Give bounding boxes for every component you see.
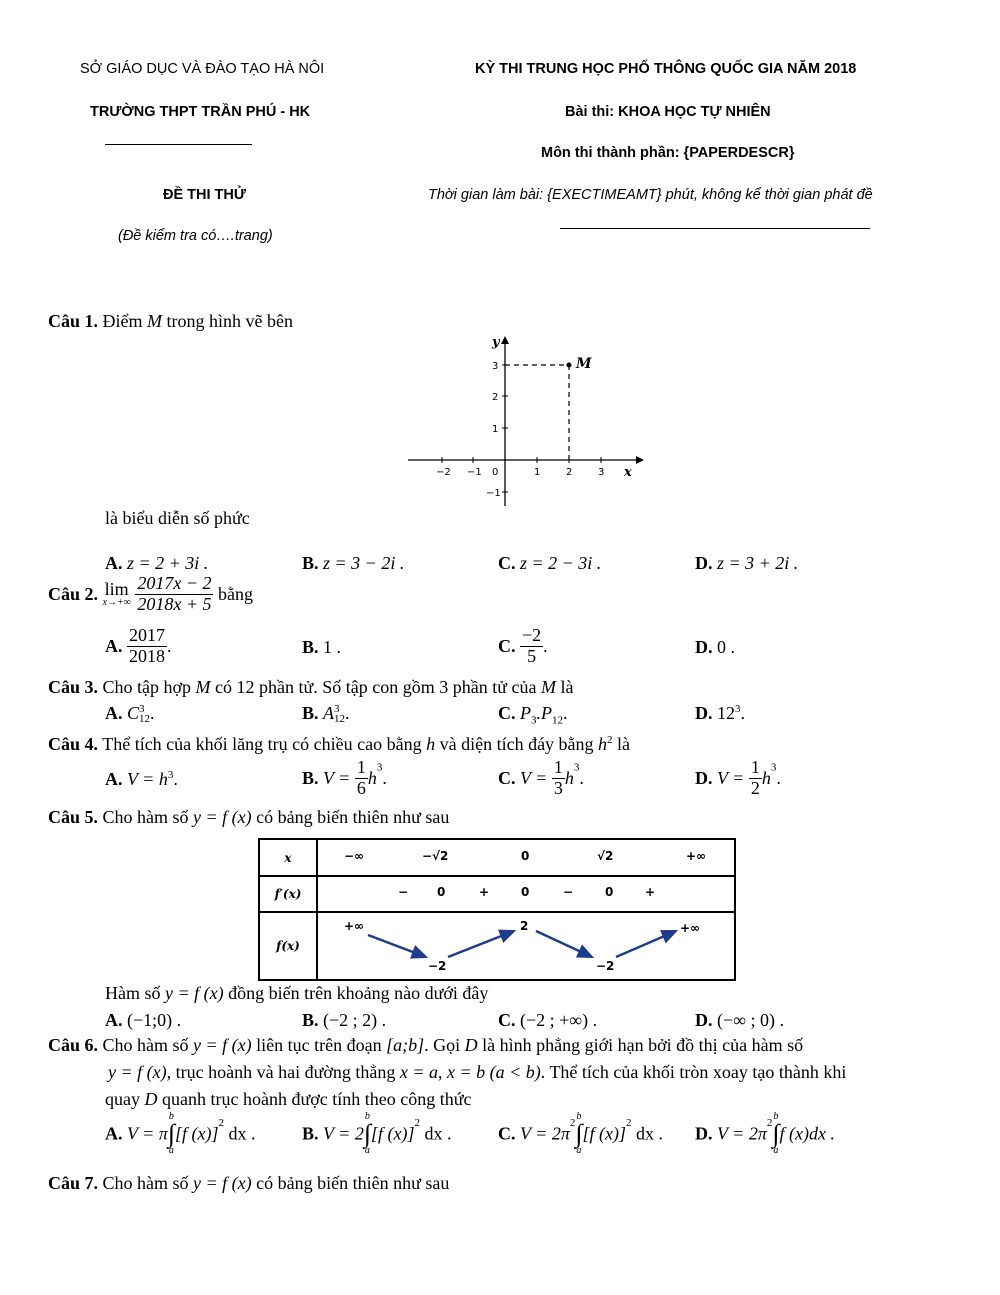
option-math: P — [520, 703, 531, 723]
q1-option-b[interactable] — [302, 553, 404, 574]
option-letter: B. — [302, 1010, 319, 1030]
q3-option-c[interactable] — [498, 703, 568, 727]
option-letter: D. — [695, 1123, 713, 1144]
option-letter: C. — [498, 1010, 516, 1030]
x-value: √2 — [597, 849, 614, 863]
sup: 3 — [770, 761, 777, 774]
question-6-line2 — [108, 1062, 846, 1083]
tick-label-x: 3 — [598, 467, 605, 478]
question-text: Cho tập hợp — [102, 677, 192, 697]
q6-option-b[interactable] — [302, 1112, 451, 1156]
option-letter: D. — [695, 637, 713, 657]
question-text: liên tục trên đoạn — [256, 1035, 382, 1055]
option-fraction — [552, 758, 565, 799]
option-letter: B. — [302, 1123, 319, 1144]
y-axis-label: y — [492, 335, 500, 350]
sup: 3 — [573, 761, 580, 774]
question-text: Cho hàm số — [102, 807, 189, 827]
sup: 2 — [766, 1117, 773, 1130]
question-label: Câu 1. — [48, 311, 99, 331]
question-text: bằng — [217, 583, 253, 604]
sup: 3 — [735, 703, 741, 715]
option-letter: B. — [302, 637, 319, 657]
option-math: V = h — [127, 769, 168, 789]
question-text: Cho hàm số — [102, 1173, 189, 1193]
numerator: 1 — [750, 757, 760, 777]
q6-option-a[interactable] — [105, 1112, 255, 1156]
math-func: y = f (x) — [193, 1035, 252, 1055]
question-text: Hàm số — [105, 983, 161, 1003]
option-math: V = — [717, 767, 745, 788]
math-var: M — [147, 311, 163, 331]
question-1-stem — [48, 311, 293, 332]
option-math: C — [127, 703, 140, 723]
option-letter: A. — [105, 635, 123, 656]
option-letter: A. — [105, 769, 123, 789]
option-math: V = 2π — [520, 1123, 570, 1144]
tick-label-y: 2 — [492, 392, 499, 403]
integral-lower: a — [773, 1145, 779, 1156]
option-letter: C. — [498, 1123, 516, 1144]
question-text: Điểm — [102, 311, 143, 331]
arrow-up — [616, 931, 676, 957]
fp-sign: + — [645, 885, 656, 899]
option-math: 1 . — [323, 637, 342, 657]
question-text: có bảng biến thiên như sau — [256, 1173, 450, 1193]
row-fp-text: f′(x) — [274, 887, 302, 901]
option-math: V = 2π — [717, 1123, 767, 1144]
option-tail: . — [173, 769, 178, 789]
integral-lower: a — [364, 1145, 370, 1156]
question-6-stem — [48, 1035, 803, 1056]
q1-option-a[interactable] — [105, 553, 208, 574]
q2-option-d[interactable] — [695, 637, 735, 658]
denominator: 2018 — [129, 645, 165, 666]
x-axis-label: x — [624, 465, 632, 480]
math-func: y = f (x) — [193, 1173, 252, 1193]
math-eq: x = a — [399, 1062, 438, 1082]
school-name: TRƯỜNG THPT TRẦN PHÚ - HK — [90, 104, 311, 120]
page-count-note: (Đề kiểm tra có….trang) — [118, 228, 273, 244]
question-label: Câu 5. — [48, 807, 99, 827]
option-letter: D. — [695, 767, 713, 788]
option-math: [f (x)] — [582, 1123, 626, 1144]
sup: 2 — [414, 1117, 420, 1130]
question-label: Câu 2. — [48, 583, 99, 604]
coordinate-graph — [400, 330, 645, 510]
numerator: 2017 — [129, 625, 165, 645]
math-var: D — [144, 1089, 158, 1109]
f-value: +∞ — [344, 919, 365, 933]
q1-option-c[interactable] — [498, 553, 601, 574]
option-math: z = 3 + 2i . — [717, 553, 799, 573]
integral-sign: b ∫ a — [363, 1111, 371, 1156]
option-math: V = 2 — [323, 1123, 364, 1144]
option-letter: A. — [105, 553, 123, 573]
denominator: 5 — [527, 645, 537, 666]
math-var: D — [464, 1035, 478, 1055]
option-tail: . — [563, 703, 568, 723]
x-value: −∞ — [344, 849, 365, 863]
option-math: h — [367, 767, 377, 788]
row-label-x — [259, 839, 317, 876]
option-math: .P — [536, 703, 552, 723]
tick-label-y: 3 — [492, 361, 499, 372]
option-math: (−∞ ; 0) . — [717, 1010, 784, 1030]
integral-upper: b — [576, 1111, 582, 1122]
fp-zero: 0 — [437, 885, 446, 899]
option-dx: dx . — [635, 1123, 663, 1144]
f-value: +∞ — [680, 921, 701, 935]
x-axis-arrow — [636, 456, 644, 464]
row-x-text: x — [284, 850, 292, 865]
sup: 3 — [376, 761, 383, 774]
option-letter: B. — [302, 703, 319, 723]
q6-option-d[interactable] — [695, 1112, 835, 1156]
question-3-stem — [48, 677, 573, 698]
sup: 2 — [607, 734, 613, 746]
option-math: h — [564, 767, 574, 788]
exam-type: ĐỀ THI THỬ — [163, 187, 246, 203]
lim-text: lim — [104, 579, 129, 600]
option-fraction — [355, 758, 368, 799]
math-eq: x = b — [446, 1062, 486, 1082]
q5-option-b[interactable] — [302, 1010, 386, 1031]
option-tail: . — [167, 635, 172, 656]
question-text: trong hình vẽ bên — [166, 311, 293, 331]
lim-sub: x→+∞ — [102, 597, 131, 609]
option-math: (−2 ; +∞) . — [520, 1010, 598, 1030]
tick-label-y: 1 — [492, 424, 499, 435]
q2-option-c[interactable] — [498, 626, 548, 667]
question-text: . Thể tích của khối tròn xoay tạo thành khi — [540, 1062, 847, 1082]
option-dx: dx . — [228, 1123, 256, 1144]
option-math: A — [323, 703, 335, 723]
exam-subject: Bài thi: KHOA HỌC TỰ NHIÊN — [565, 104, 771, 120]
arrow-up — [448, 931, 514, 957]
option-letter: A. — [105, 703, 123, 723]
q4-option-b[interactable] — [302, 758, 387, 799]
fprime-values-cell — [317, 876, 735, 912]
option-letter: A. — [105, 1123, 123, 1144]
integral-upper: b — [773, 1111, 779, 1122]
q4-option-a[interactable] — [105, 769, 178, 790]
q3-option-b[interactable] — [302, 703, 350, 725]
option-tail: . — [543, 635, 548, 656]
header-left-divider — [105, 144, 252, 145]
department-name: SỞ GIÁO DỤC VÀ ĐÀO TẠO HÀ NÔI — [80, 61, 325, 77]
option-math: z = 2 − 3i . — [520, 553, 602, 573]
question-text: Thể tích của khối lăng trụ có chiều cao bằng — [102, 734, 422, 754]
f-value: −2 — [428, 959, 447, 973]
math-func: y = f (x) — [108, 1062, 167, 1082]
integral-upper: b — [168, 1111, 174, 1122]
denominator: 2 — [750, 777, 760, 798]
sup: 2 — [625, 1117, 632, 1130]
question-7-stem — [48, 1173, 449, 1194]
option-math: z = 2 + 3i . — [127, 553, 209, 573]
question-text: . Gọi — [424, 1035, 461, 1055]
sup: 2 — [569, 1117, 576, 1130]
question-label: Câu 3. — [48, 677, 99, 697]
q6-option-c[interactable] — [498, 1112, 663, 1156]
option-math: V = π — [127, 1123, 168, 1144]
question-text: đồng biến trên khoảng nào dưới đây — [228, 983, 489, 1003]
point-m — [567, 363, 572, 368]
separator: , — [437, 1062, 443, 1082]
x-value: 0 — [521, 849, 530, 863]
question-2-stem — [48, 574, 253, 615]
sub: 12 — [139, 712, 151, 725]
y-axis-arrow — [501, 336, 509, 344]
q2-option-a[interactable] — [105, 626, 172, 667]
option-math: V = — [520, 767, 548, 788]
fp-sign: − — [563, 885, 574, 899]
option-math: (−1;0) . — [127, 1010, 182, 1030]
option-math: [f (x)] — [174, 1123, 219, 1144]
tick-label-x: 1 — [534, 467, 541, 478]
point-m-label: M — [576, 356, 592, 372]
header-right-divider — [560, 228, 870, 229]
fp-zero: 0 — [521, 885, 530, 899]
limit-fraction — [135, 574, 213, 615]
q5-option-c[interactable] — [498, 1010, 597, 1031]
option-tail: . — [776, 767, 781, 788]
q4-option-d[interactable] — [695, 758, 781, 799]
option-math: V = — [323, 767, 351, 788]
option-tail: . — [150, 703, 155, 723]
exam-duration: Thời gian làm bài: {EXECTIMEAMT} phút, không kể thời gian phát đề — [428, 187, 873, 203]
question-text: có bảng biến thiên như sau — [256, 807, 450, 827]
question-label: Câu 4. — [48, 734, 99, 754]
variation-table — [258, 838, 736, 981]
denominator: 6 — [356, 777, 366, 798]
math-cond: (a < b) — [489, 1062, 541, 1082]
question-label: Câu 7. — [48, 1173, 99, 1193]
option-math: [f (x)] — [370, 1123, 415, 1144]
x-values-cell — [317, 839, 735, 876]
sup: 3 — [139, 702, 145, 715]
question-text: quay — [105, 1089, 140, 1109]
option-tail: . — [345, 703, 350, 723]
math-var: M — [195, 677, 211, 697]
row-label-fprime — [259, 876, 317, 912]
q4-option-c[interactable] — [498, 758, 584, 799]
math-func: y = f (x) — [193, 807, 252, 827]
integral-lower: a — [168, 1145, 174, 1156]
limit-operator — [103, 580, 131, 608]
option-fraction — [749, 758, 762, 799]
q5-option-d[interactable] — [695, 1010, 784, 1031]
integral-lower: a — [576, 1145, 582, 1156]
q2-option-b[interactable] — [302, 637, 341, 658]
question-text: và diện tích đáy bằng — [439, 734, 594, 754]
sup: 3 — [167, 769, 174, 781]
option-tail: . — [740, 703, 745, 723]
fp-sign: + — [479, 885, 490, 899]
tick-label-x: 2 — [566, 467, 573, 478]
denominator: 2018x + 5 — [137, 593, 212, 614]
option-letter: C. — [498, 703, 516, 723]
arrow-down — [536, 931, 592, 957]
row-f-text: f(x) — [276, 939, 300, 953]
numerator: 1 — [356, 757, 366, 777]
integral-sign: b ∫ a — [772, 1111, 780, 1156]
sup: 2 — [218, 1117, 224, 1130]
question-5-stem — [48, 807, 449, 828]
option-math: 0 . — [717, 637, 735, 657]
exam-title: KỲ THI TRUNG HỌC PHỔ THÔNG QUỐC GIA NĂM 2018 — [475, 61, 857, 77]
numerator: 2017x − 2 — [137, 573, 212, 593]
option-dx: dx . — [424, 1123, 452, 1144]
option-letter: B. — [302, 553, 319, 573]
integral-sign: b ∫ a — [167, 1111, 175, 1156]
question-6-line3 — [105, 1089, 471, 1110]
question-text: Cho hàm số — [102, 1035, 189, 1055]
math-interval: [a;b] — [386, 1035, 425, 1055]
variation-arrows — [318, 913, 734, 979]
integral-upper: b — [364, 1111, 370, 1122]
f-value: −2 — [596, 959, 615, 973]
option-letter: B. — [302, 767, 319, 788]
f-value: 2 — [520, 919, 529, 933]
option-letter: C. — [498, 553, 516, 573]
math-var: M — [540, 677, 556, 697]
option-math: (−2 ; 2) . — [323, 1010, 387, 1030]
question-1-continuation: là biểu diễn số phức — [105, 508, 250, 528]
question-4-stem — [48, 734, 630, 755]
option-math: z = 3 − 2i . — [323, 553, 405, 573]
option-math: 12 — [717, 703, 735, 723]
question-text: , trục hoành và hai đường thẳng — [166, 1062, 396, 1082]
option-fraction — [520, 626, 543, 667]
tick-label-x: −2 — [436, 467, 451, 478]
sub: 3 — [531, 714, 537, 727]
f-values-cell — [317, 912, 735, 980]
denominator: 3 — [553, 777, 563, 798]
fp-zero: 0 — [605, 885, 614, 899]
question-5-followup — [105, 983, 488, 1004]
option-fraction — [127, 626, 167, 667]
question-text: là — [560, 677, 574, 697]
sub: 12 — [552, 714, 563, 727]
question-text: là hình phẳng giới hạn bởi đồ thị của hàm số — [482, 1035, 804, 1055]
question-text: là — [617, 734, 631, 754]
fp-sign: − — [398, 885, 409, 899]
sup-sub-stack — [139, 702, 151, 725]
q3-option-d[interactable] — [695, 703, 745, 724]
option-tail: . — [382, 767, 387, 788]
option-letter: A. — [105, 1010, 123, 1030]
q1-option-d[interactable] — [695, 553, 798, 574]
option-letter: D. — [695, 703, 713, 723]
sub: 12 — [334, 712, 346, 725]
q3-option-a[interactable] — [105, 703, 155, 725]
option-tail: . — [579, 767, 584, 788]
numerator: 1 — [553, 757, 563, 777]
option-letter: D. — [695, 1010, 713, 1030]
x-value: +∞ — [686, 849, 707, 863]
origin-label: 0 — [492, 467, 499, 478]
q5-option-a[interactable] — [105, 1010, 181, 1031]
exam-component: Môn thi thành phần: {PAPERDESCR} — [541, 145, 795, 161]
sup-sub-stack — [334, 702, 346, 725]
option-math: f (x)dx . — [779, 1123, 835, 1144]
tick-label-y: −1 — [486, 488, 501, 499]
option-letter: D. — [695, 553, 713, 573]
option-letter: C. — [498, 767, 516, 788]
option-letter: C. — [498, 635, 516, 656]
integral-sign: b ∫ a — [575, 1111, 583, 1156]
math-func: y = f (x) — [165, 983, 224, 1003]
tick-label-x: −1 — [467, 467, 482, 478]
numerator: −2 — [522, 625, 542, 645]
x-value: −√2 — [422, 849, 449, 863]
option-math: h — [761, 767, 771, 788]
sup: 3 — [334, 702, 340, 715]
question-text: có 12 phần tử. Số tập con gồm 3 phần tử của — [215, 677, 537, 697]
question-label: Câu 6. — [48, 1035, 99, 1055]
math-var: h — [426, 734, 436, 754]
arrow-down — [368, 935, 426, 957]
axis-ticks — [442, 365, 601, 492]
math-var: h — [598, 734, 608, 754]
question-text: quanh trục hoành được tính theo công thức — [162, 1089, 472, 1109]
row-label-f — [259, 912, 317, 980]
